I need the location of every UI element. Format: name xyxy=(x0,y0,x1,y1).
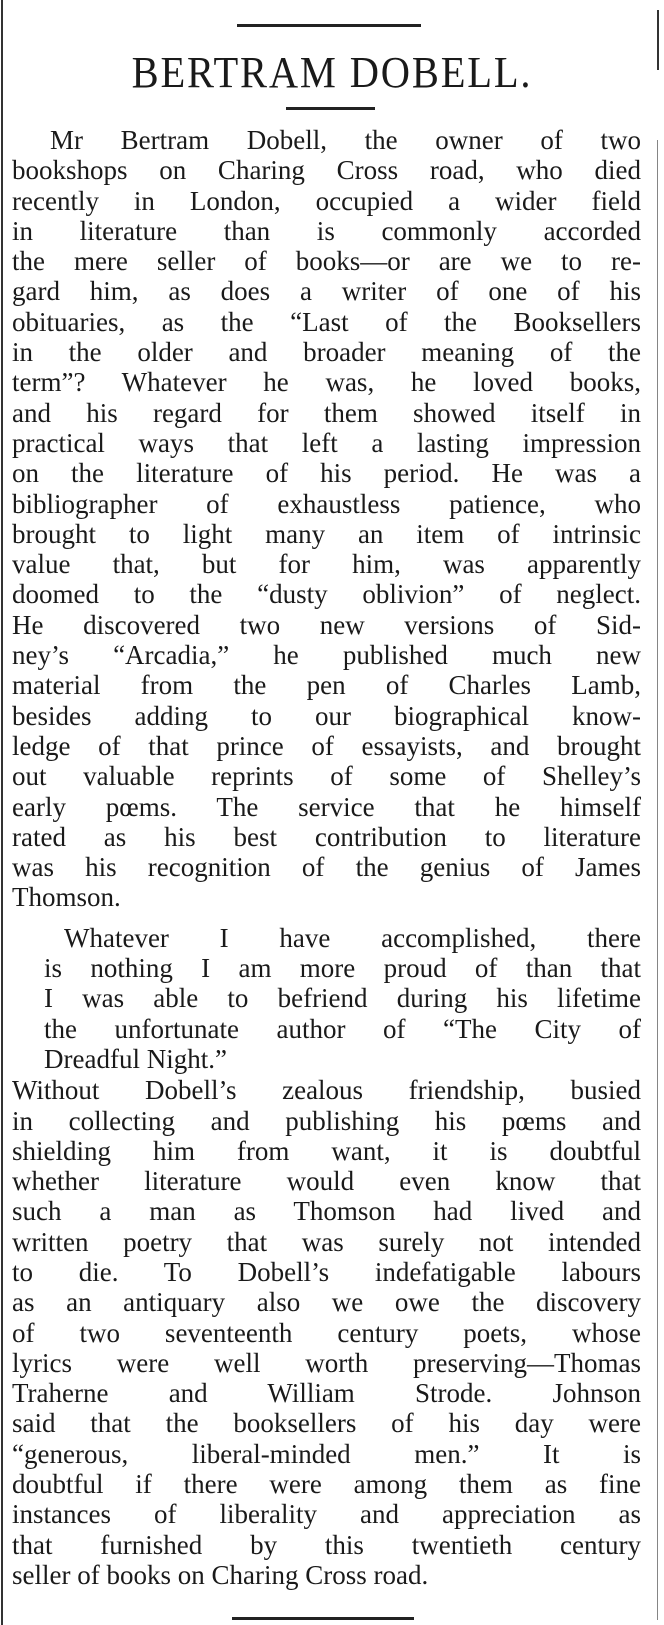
text-line: was his recognition of the genius of James xyxy=(12,852,641,883)
text-line: written poetry that was surely not intended xyxy=(12,1226,641,1257)
text-line: in collecting and publishing his pœms and xyxy=(12,1105,641,1136)
text-line: as an antiquary also we owe the discovery xyxy=(12,1287,641,1318)
text-line: He discovered two new versions of Sid- xyxy=(12,609,641,640)
text-line: said that the booksellers of his day were xyxy=(12,1408,641,1439)
text-line: brought to light many an item of intrinsic xyxy=(12,518,641,549)
text-line: seller of books on Charing Cross road. xyxy=(12,1559,429,1590)
bottom-rule xyxy=(232,1617,414,1620)
title-underline xyxy=(286,107,375,110)
text-line: early pœms. The service that he himself xyxy=(12,791,641,822)
text-line: value that, but for him, was apparently xyxy=(12,549,641,580)
text-line: in literature than is commonly accorded xyxy=(12,215,641,246)
text-line: to die. To Dobell’s indefatigable labours xyxy=(12,1256,641,1287)
text-line: on the literature of his period. He was a xyxy=(12,458,641,489)
text-line: I was able to befriend during his lifetime xyxy=(44,983,641,1014)
text-line: Whatever I have accomplished, there xyxy=(64,922,641,953)
text-line: shielding him from want, it is doubtful xyxy=(12,1135,641,1166)
block-quote xyxy=(12,923,641,1074)
text-line: whether literature would even know that xyxy=(12,1166,641,1197)
text-line: instances of liberality and appreciation as xyxy=(12,1499,641,1530)
text-line: material from the pen of Charles Lamb, xyxy=(12,670,641,701)
text-line: besides adding to our biographical know- xyxy=(12,700,641,731)
text-line: Mr Bertram Dobell, the owner of two xyxy=(50,125,641,155)
top-rule xyxy=(237,24,421,27)
article-body xyxy=(12,125,641,1590)
text-line: bibliographer of exhaustless patience, who xyxy=(12,488,641,519)
text-line: Traherne and William Strode. Johnson xyxy=(12,1378,641,1409)
column-border-left xyxy=(1,0,3,1625)
column-border-right xyxy=(657,10,659,70)
column-border-right-lower xyxy=(657,140,658,1620)
text-line: such a man as Thomson had lived and xyxy=(12,1196,641,1227)
text-line: in the older and broader meaning of the xyxy=(12,337,641,368)
article-title: BERTRAM DOBELL. xyxy=(131,48,533,97)
text-line: and his regard for them showed itself in xyxy=(12,397,641,428)
text-line: out valuable reprints of some of Shelley’s xyxy=(12,761,641,792)
text-line: term”? Whatever he was, he loved books, xyxy=(12,367,641,398)
text-line: practical ways that left a lasting impression xyxy=(12,427,641,458)
text-line: that furnished by this twentieth century xyxy=(12,1529,641,1560)
text-line: doomed to the “dusty oblivion” of neglect. xyxy=(12,579,641,610)
paragraph-1 xyxy=(12,125,641,913)
text-line: bookshops on Charing Cross road, who died xyxy=(12,155,641,186)
text-line: “generous, liberal-minded men.” It is xyxy=(12,1438,641,1469)
text-line: ledge of that prince of essayists, and brought xyxy=(12,730,641,761)
paragraph-2 xyxy=(12,1075,641,1590)
text-line: the unfortunate author of “The City of xyxy=(44,1013,641,1044)
text-line: Dreadful Night.” xyxy=(44,1043,227,1074)
text-line: rated as his best contribution to literature xyxy=(12,821,641,852)
text-line: obituaries, as the “Last of the Booksellers xyxy=(12,306,641,337)
text-line: the mere seller of books—or are we to re- xyxy=(12,246,641,277)
text-line: Without Dobell’s zealous friendship, busied xyxy=(12,1075,641,1106)
text-line: gard him, as does a writer of one of his xyxy=(12,276,641,307)
text-line: is nothing I am more proud of than that xyxy=(44,953,641,984)
text-line: ney’s “Arcadia,” he published much new xyxy=(12,640,641,671)
text-line: doubtful if there were among them as fine xyxy=(12,1469,641,1500)
text-line: of two seventeenth century poets, whose xyxy=(12,1317,641,1348)
text-line: lyrics were well worth preserving—Thomas xyxy=(12,1347,641,1378)
text-line: recently in London, occupied a wider field xyxy=(12,185,641,216)
text-line: Thomson. xyxy=(12,882,121,913)
